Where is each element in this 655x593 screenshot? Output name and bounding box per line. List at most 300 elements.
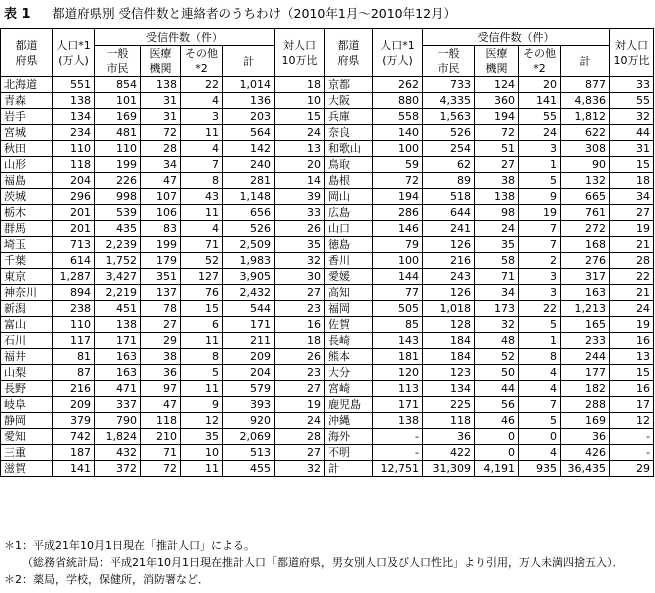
value-cell: 134 <box>53 109 95 125</box>
header-other-right: その他 *2 <box>519 46 561 77</box>
value-cell: 71 <box>475 269 519 285</box>
prefecture-cell: 京都 <box>325 77 373 93</box>
value-cell: 16 <box>275 317 325 333</box>
value-cell: 4 <box>181 141 223 157</box>
value-cell: 71 <box>141 445 181 461</box>
value-cell: 72 <box>475 125 519 141</box>
value-cell: 288 <box>561 397 610 413</box>
value-cell: 22 <box>610 269 654 285</box>
table-row <box>1 445 654 461</box>
prefecture-cell: 新潟 <box>1 301 53 317</box>
table-row <box>1 461 654 477</box>
value-cell: 14 <box>275 173 325 189</box>
value-cell: 36,435 <box>561 461 610 477</box>
value-cell: 317 <box>561 269 610 285</box>
table-row <box>1 333 654 349</box>
value-cell: 34 <box>475 285 519 301</box>
value-cell: 32 <box>475 317 519 333</box>
value-cell: 29 <box>141 333 181 349</box>
header-ratio-right: 対人口 10万比 <box>610 29 654 77</box>
table-row <box>1 253 654 269</box>
footnote-1-source: （総務省統計局：平成21年10月1日現在推計人口「都道府県，男女別人口及び人口性比」より引用，万人未満四捨五入）． <box>22 556 624 569</box>
value-cell: 614 <box>53 253 95 269</box>
value-cell: 118 <box>141 413 181 429</box>
value-cell: 71 <box>181 237 223 253</box>
value-cell: 19 <box>610 221 654 237</box>
value-cell: 656 <box>223 205 275 221</box>
value-cell: 3,905 <box>223 269 275 285</box>
value-cell: 5 <box>519 173 561 189</box>
value-cell: 7 <box>519 397 561 413</box>
value-cell: 4,836 <box>561 93 610 109</box>
value-cell: 163 <box>561 285 610 301</box>
table-row <box>1 269 654 285</box>
value-cell: 141 <box>53 461 95 477</box>
value-cell: 26 <box>275 349 325 365</box>
value-cell: 126 <box>423 237 475 253</box>
table-row <box>1 93 654 109</box>
value-cell: 5 <box>181 365 223 381</box>
value-cell: 2,219 <box>95 285 141 301</box>
header-pref-right: 都道 府県 <box>325 29 373 77</box>
value-cell: 187 <box>53 445 95 461</box>
value-cell: 544 <box>223 301 275 317</box>
value-cell: 203 <box>223 109 275 125</box>
value-cell: 233 <box>561 333 610 349</box>
table-row <box>1 109 654 125</box>
value-cell: 90 <box>561 157 610 173</box>
value-cell: 1,018 <box>423 301 475 317</box>
header-pref-left: 都道 府県 <box>1 29 53 77</box>
value-cell: 4 <box>519 381 561 397</box>
value-cell: 551 <box>53 77 95 93</box>
value-cell: 351 <box>141 269 181 285</box>
prefecture-cell: 愛媛 <box>325 269 373 285</box>
value-cell: 171 <box>223 317 275 333</box>
value-cell: 199 <box>141 237 181 253</box>
value-cell: 204 <box>223 365 275 381</box>
value-cell: 854 <box>95 77 141 93</box>
prefecture-cell: 茨城 <box>1 189 53 205</box>
value-cell: 16 <box>610 333 654 349</box>
value-cell: 165 <box>561 317 610 333</box>
prefecture-cell: 福岡 <box>325 301 373 317</box>
value-cell: 20 <box>275 157 325 173</box>
value-cell: 19 <box>275 397 325 413</box>
value-cell: 38 <box>141 349 181 365</box>
value-cell: 1 <box>519 333 561 349</box>
value-cell: 518 <box>423 189 475 205</box>
prefecture-cell: 広島 <box>325 205 373 221</box>
header-other-left: その他 *2 <box>181 46 223 77</box>
table-row <box>1 77 654 93</box>
value-cell: 19 <box>610 317 654 333</box>
value-cell: 216 <box>53 381 95 397</box>
value-cell: 31,309 <box>423 461 475 477</box>
prefecture-cell: 宮城 <box>1 125 53 141</box>
value-cell: 20 <box>519 77 561 93</box>
value-cell: 58 <box>475 253 519 269</box>
value-cell: 32 <box>275 461 325 477</box>
value-cell: 48 <box>475 333 519 349</box>
value-cell: 0 <box>475 429 519 445</box>
value-cell: 138 <box>95 317 141 333</box>
value-cell: 1,824 <box>95 429 141 445</box>
value-cell: 272 <box>561 221 610 237</box>
value-cell: 526 <box>423 125 475 141</box>
value-cell: 199 <box>95 157 141 173</box>
value-cell: 81 <box>53 349 95 365</box>
value-cell: 225 <box>423 397 475 413</box>
value-cell: 4 <box>519 445 561 461</box>
value-cell: 32 <box>275 253 325 269</box>
value-cell: 254 <box>423 141 475 157</box>
value-cell: 182 <box>561 381 610 397</box>
value-cell: 243 <box>423 269 475 285</box>
value-cell: 47 <box>141 173 181 189</box>
value-cell: 43 <box>181 189 223 205</box>
value-cell: 72 <box>373 173 423 189</box>
value-cell: 36 <box>561 429 610 445</box>
prefecture-cell: 和歌山 <box>325 141 373 157</box>
value-cell: 920 <box>223 413 275 429</box>
value-cell: 1,287 <box>53 269 95 285</box>
value-cell: 117 <box>53 333 95 349</box>
value-cell: 238 <box>53 301 95 317</box>
value-cell: 106 <box>141 205 181 221</box>
value-cell: 27 <box>141 317 181 333</box>
value-cell: - <box>610 445 654 461</box>
value-cell: 11 <box>181 381 223 397</box>
value-cell: 83 <box>141 221 181 237</box>
value-cell: 742 <box>53 429 95 445</box>
value-cell: 24 <box>275 125 325 141</box>
value-cell: 132 <box>561 173 610 189</box>
value-cell: 146 <box>373 221 423 237</box>
value-cell: 163 <box>95 365 141 381</box>
value-cell: 13 <box>610 349 654 365</box>
value-cell: 209 <box>53 397 95 413</box>
prefecture-cell: 群馬 <box>1 221 53 237</box>
prefecture-cell: 奈良 <box>325 125 373 141</box>
value-cell: 126 <box>423 285 475 301</box>
value-cell: 733 <box>423 77 475 93</box>
value-cell: 169 <box>95 109 141 125</box>
value-cell: 513 <box>223 445 275 461</box>
value-cell: - <box>610 429 654 445</box>
value-cell: 110 <box>95 141 141 157</box>
header-medical-left: 医療 機関 <box>141 46 181 77</box>
footnote-1: ＊1：平成21年10月1日現在「推計人口」による。 <box>4 539 255 552</box>
value-cell: 110 <box>53 141 95 157</box>
value-cell: 33 <box>275 205 325 221</box>
value-cell: 432 <box>95 445 141 461</box>
value-cell: 134 <box>423 381 475 397</box>
prefecture-cell: 静岡 <box>1 413 53 429</box>
prefecture-cell: 長野 <box>1 381 53 397</box>
value-cell: 1,014 <box>223 77 275 93</box>
prefecture-cell: 青森 <box>1 93 53 109</box>
value-cell: 89 <box>423 173 475 189</box>
value-cell: 173 <box>475 301 519 317</box>
value-cell: 85 <box>373 317 423 333</box>
value-cell: 136 <box>223 93 275 109</box>
value-cell: 29 <box>610 461 654 477</box>
value-cell: 144 <box>373 269 423 285</box>
value-cell: 2,069 <box>223 429 275 445</box>
value-cell: 56 <box>475 397 519 413</box>
value-cell: 55 <box>519 109 561 125</box>
prefecture-cell: 海外 <box>325 429 373 445</box>
value-cell: 286 <box>373 205 423 221</box>
value-cell: 337 <box>95 397 141 413</box>
prefecture-cell: 徳島 <box>325 237 373 253</box>
value-cell: 194 <box>475 109 519 125</box>
value-cell: 35 <box>275 237 325 253</box>
prefecture-cell: 山形 <box>1 157 53 173</box>
value-cell: 210 <box>141 429 181 445</box>
value-cell: 16 <box>610 381 654 397</box>
value-cell: 998 <box>95 189 141 205</box>
prefecture-cell: 沖縄 <box>325 413 373 429</box>
prefecture-cell: 熊本 <box>325 349 373 365</box>
header-received-left: 受信件数（件） <box>95 29 275 46</box>
value-cell: 244 <box>561 349 610 365</box>
table-row <box>1 221 654 237</box>
table-row <box>1 125 654 141</box>
value-cell: 24 <box>610 301 654 317</box>
value-cell: 10 <box>275 93 325 109</box>
table-row <box>1 317 654 333</box>
value-cell: 9 <box>519 189 561 205</box>
value-cell: 123 <box>423 365 475 381</box>
value-cell: 713 <box>53 237 95 253</box>
value-cell: 894 <box>53 285 95 301</box>
prefecture-cell: 石川 <box>1 333 53 349</box>
value-cell: 4,191 <box>475 461 519 477</box>
prefecture-cell: 北海道 <box>1 77 53 93</box>
value-cell: 15 <box>275 109 325 125</box>
value-cell: 141 <box>519 93 561 109</box>
value-cell: 28 <box>141 141 181 157</box>
value-cell: 184 <box>423 333 475 349</box>
value-cell: 28 <box>610 253 654 269</box>
value-cell: 31 <box>141 93 181 109</box>
value-cell: 216 <box>423 253 475 269</box>
value-cell: 100 <box>373 253 423 269</box>
value-cell: 118 <box>423 413 475 429</box>
value-cell: 27 <box>610 205 654 221</box>
value-cell: 296 <box>53 189 95 205</box>
value-cell: 163 <box>95 349 141 365</box>
value-cell: 55 <box>610 93 654 109</box>
header-total-left: 計 <box>223 46 275 77</box>
value-cell: 26 <box>275 221 325 237</box>
prefecture-cell: 愛知 <box>1 429 53 445</box>
table-row <box>1 349 654 365</box>
value-cell: 97 <box>141 381 181 397</box>
value-cell: 579 <box>223 381 275 397</box>
prefecture-cell: 岡山 <box>325 189 373 205</box>
table-row <box>1 189 654 205</box>
value-cell: 31 <box>141 109 181 125</box>
value-cell: 44 <box>475 381 519 397</box>
value-cell: 241 <box>423 221 475 237</box>
value-cell: 622 <box>561 125 610 141</box>
table-row <box>1 237 654 253</box>
value-cell: 35 <box>475 237 519 253</box>
footnote-2: ＊2：薬局，学校，保健所，消防署など． <box>4 573 209 586</box>
prefecture-cell: 福井 <box>1 349 53 365</box>
header-general-left: 一般 市民 <box>95 46 141 77</box>
value-cell: 3,427 <box>95 269 141 285</box>
prefecture-cell: 山口 <box>325 221 373 237</box>
value-cell: 52 <box>475 349 519 365</box>
value-cell: 3 <box>519 141 561 157</box>
value-cell: 27 <box>275 445 325 461</box>
value-cell: 201 <box>53 221 95 237</box>
value-cell: 23 <box>275 365 325 381</box>
prefecture-cell: 山梨 <box>1 365 53 381</box>
value-cell: 171 <box>373 397 423 413</box>
prefecture-cell: 島根 <box>325 173 373 189</box>
table-row <box>1 413 654 429</box>
value-cell: 15 <box>610 365 654 381</box>
header-pop-right: 人口*1 (万人) <box>373 29 423 77</box>
value-cell: 877 <box>561 77 610 93</box>
value-cell: 21 <box>610 237 654 253</box>
value-cell: 761 <box>561 205 610 221</box>
prefecture-cell: 長崎 <box>325 333 373 349</box>
value-cell: 558 <box>373 109 423 125</box>
table-row <box>1 205 654 221</box>
value-cell: 3 <box>181 109 223 125</box>
value-cell: 426 <box>561 445 610 461</box>
prefecture-cell: 岩手 <box>1 109 53 125</box>
value-cell: - <box>373 445 423 461</box>
prefecture-cell: 東京 <box>1 269 53 285</box>
value-cell: 52 <box>181 253 223 269</box>
value-cell: 240 <box>223 157 275 173</box>
value-cell: 28 <box>275 429 325 445</box>
value-cell: 4 <box>181 221 223 237</box>
value-cell: 6 <box>181 317 223 333</box>
prefecture-cell: 宮崎 <box>325 381 373 397</box>
value-cell: 1,148 <box>223 189 275 205</box>
value-cell: 11 <box>181 333 223 349</box>
value-cell: 79 <box>373 237 423 253</box>
value-cell: 262 <box>373 77 423 93</box>
value-cell: 24 <box>275 413 325 429</box>
value-cell: 34 <box>610 189 654 205</box>
value-cell: 644 <box>423 205 475 221</box>
prefecture-cell: 鹿児島 <box>325 397 373 413</box>
value-cell: 27 <box>275 285 325 301</box>
value-cell: 12 <box>181 413 223 429</box>
value-cell: 169 <box>561 413 610 429</box>
table-row <box>1 397 654 413</box>
value-cell: 36 <box>423 429 475 445</box>
table-row <box>1 173 654 189</box>
value-cell: 31 <box>610 141 654 157</box>
value-cell: 7 <box>519 237 561 253</box>
value-cell: 211 <box>223 333 275 349</box>
value-cell: 18 <box>275 77 325 93</box>
value-cell: 0 <box>475 445 519 461</box>
value-cell: 38 <box>475 173 519 189</box>
prefecture-cell: 大分 <box>325 365 373 381</box>
value-cell: 138 <box>53 93 95 109</box>
value-cell: 360 <box>475 93 519 109</box>
value-cell: 5 <box>519 413 561 429</box>
value-cell: 17 <box>610 397 654 413</box>
table-row <box>1 141 654 157</box>
table-label: 表 1 <box>4 7 31 22</box>
value-cell: 4 <box>181 93 223 109</box>
value-cell: 51 <box>475 141 519 157</box>
value-cell: 36 <box>141 365 181 381</box>
prefecture-cell: 鳥取 <box>325 157 373 173</box>
value-cell: 33 <box>610 77 654 93</box>
value-cell: 11 <box>181 461 223 477</box>
value-cell: 880 <box>373 93 423 109</box>
value-cell: 32 <box>610 109 654 125</box>
value-cell: 100 <box>373 141 423 157</box>
table-row <box>1 301 654 317</box>
value-cell: 1,752 <box>95 253 141 269</box>
value-cell: 87 <box>53 365 95 381</box>
value-cell: 9 <box>181 397 223 413</box>
value-cell: 308 <box>561 141 610 157</box>
value-cell: 19 <box>519 205 561 221</box>
value-cell: 393 <box>223 397 275 413</box>
table-body <box>1 77 654 477</box>
prefecture-cell: 千葉 <box>1 253 53 269</box>
value-cell: 177 <box>561 365 610 381</box>
value-cell: 1,812 <box>561 109 610 125</box>
value-cell: 8 <box>519 349 561 365</box>
value-cell: 1,563 <box>423 109 475 125</box>
prefecture-cell: 香川 <box>325 253 373 269</box>
value-cell: 34 <box>141 157 181 173</box>
value-cell: 78 <box>141 301 181 317</box>
prefecture-cell: 計 <box>325 461 373 477</box>
value-cell: 276 <box>561 253 610 269</box>
value-cell: 184 <box>423 349 475 365</box>
value-cell: 13 <box>275 141 325 157</box>
value-cell: 118 <box>53 157 95 173</box>
prefecture-cell: 兵庫 <box>325 109 373 125</box>
header-pop-left: 人口*1 (万人) <box>53 29 95 77</box>
value-cell: 62 <box>423 157 475 173</box>
value-cell: 0 <box>519 429 561 445</box>
value-cell: 23 <box>275 301 325 317</box>
value-cell: 234 <box>53 125 95 141</box>
table-row <box>1 157 654 173</box>
prefecture-cell: 福島 <box>1 173 53 189</box>
value-cell: 665 <box>561 189 610 205</box>
table-row <box>1 381 654 397</box>
value-cell: 22 <box>181 77 223 93</box>
value-cell: 138 <box>475 189 519 205</box>
prefecture-cell: 岐阜 <box>1 397 53 413</box>
value-cell: 107 <box>141 189 181 205</box>
value-cell: 179 <box>141 253 181 269</box>
value-cell: 1 <box>519 157 561 173</box>
value-cell: 140 <box>373 125 423 141</box>
value-cell: 2,239 <box>95 237 141 253</box>
value-cell: 72 <box>141 125 181 141</box>
